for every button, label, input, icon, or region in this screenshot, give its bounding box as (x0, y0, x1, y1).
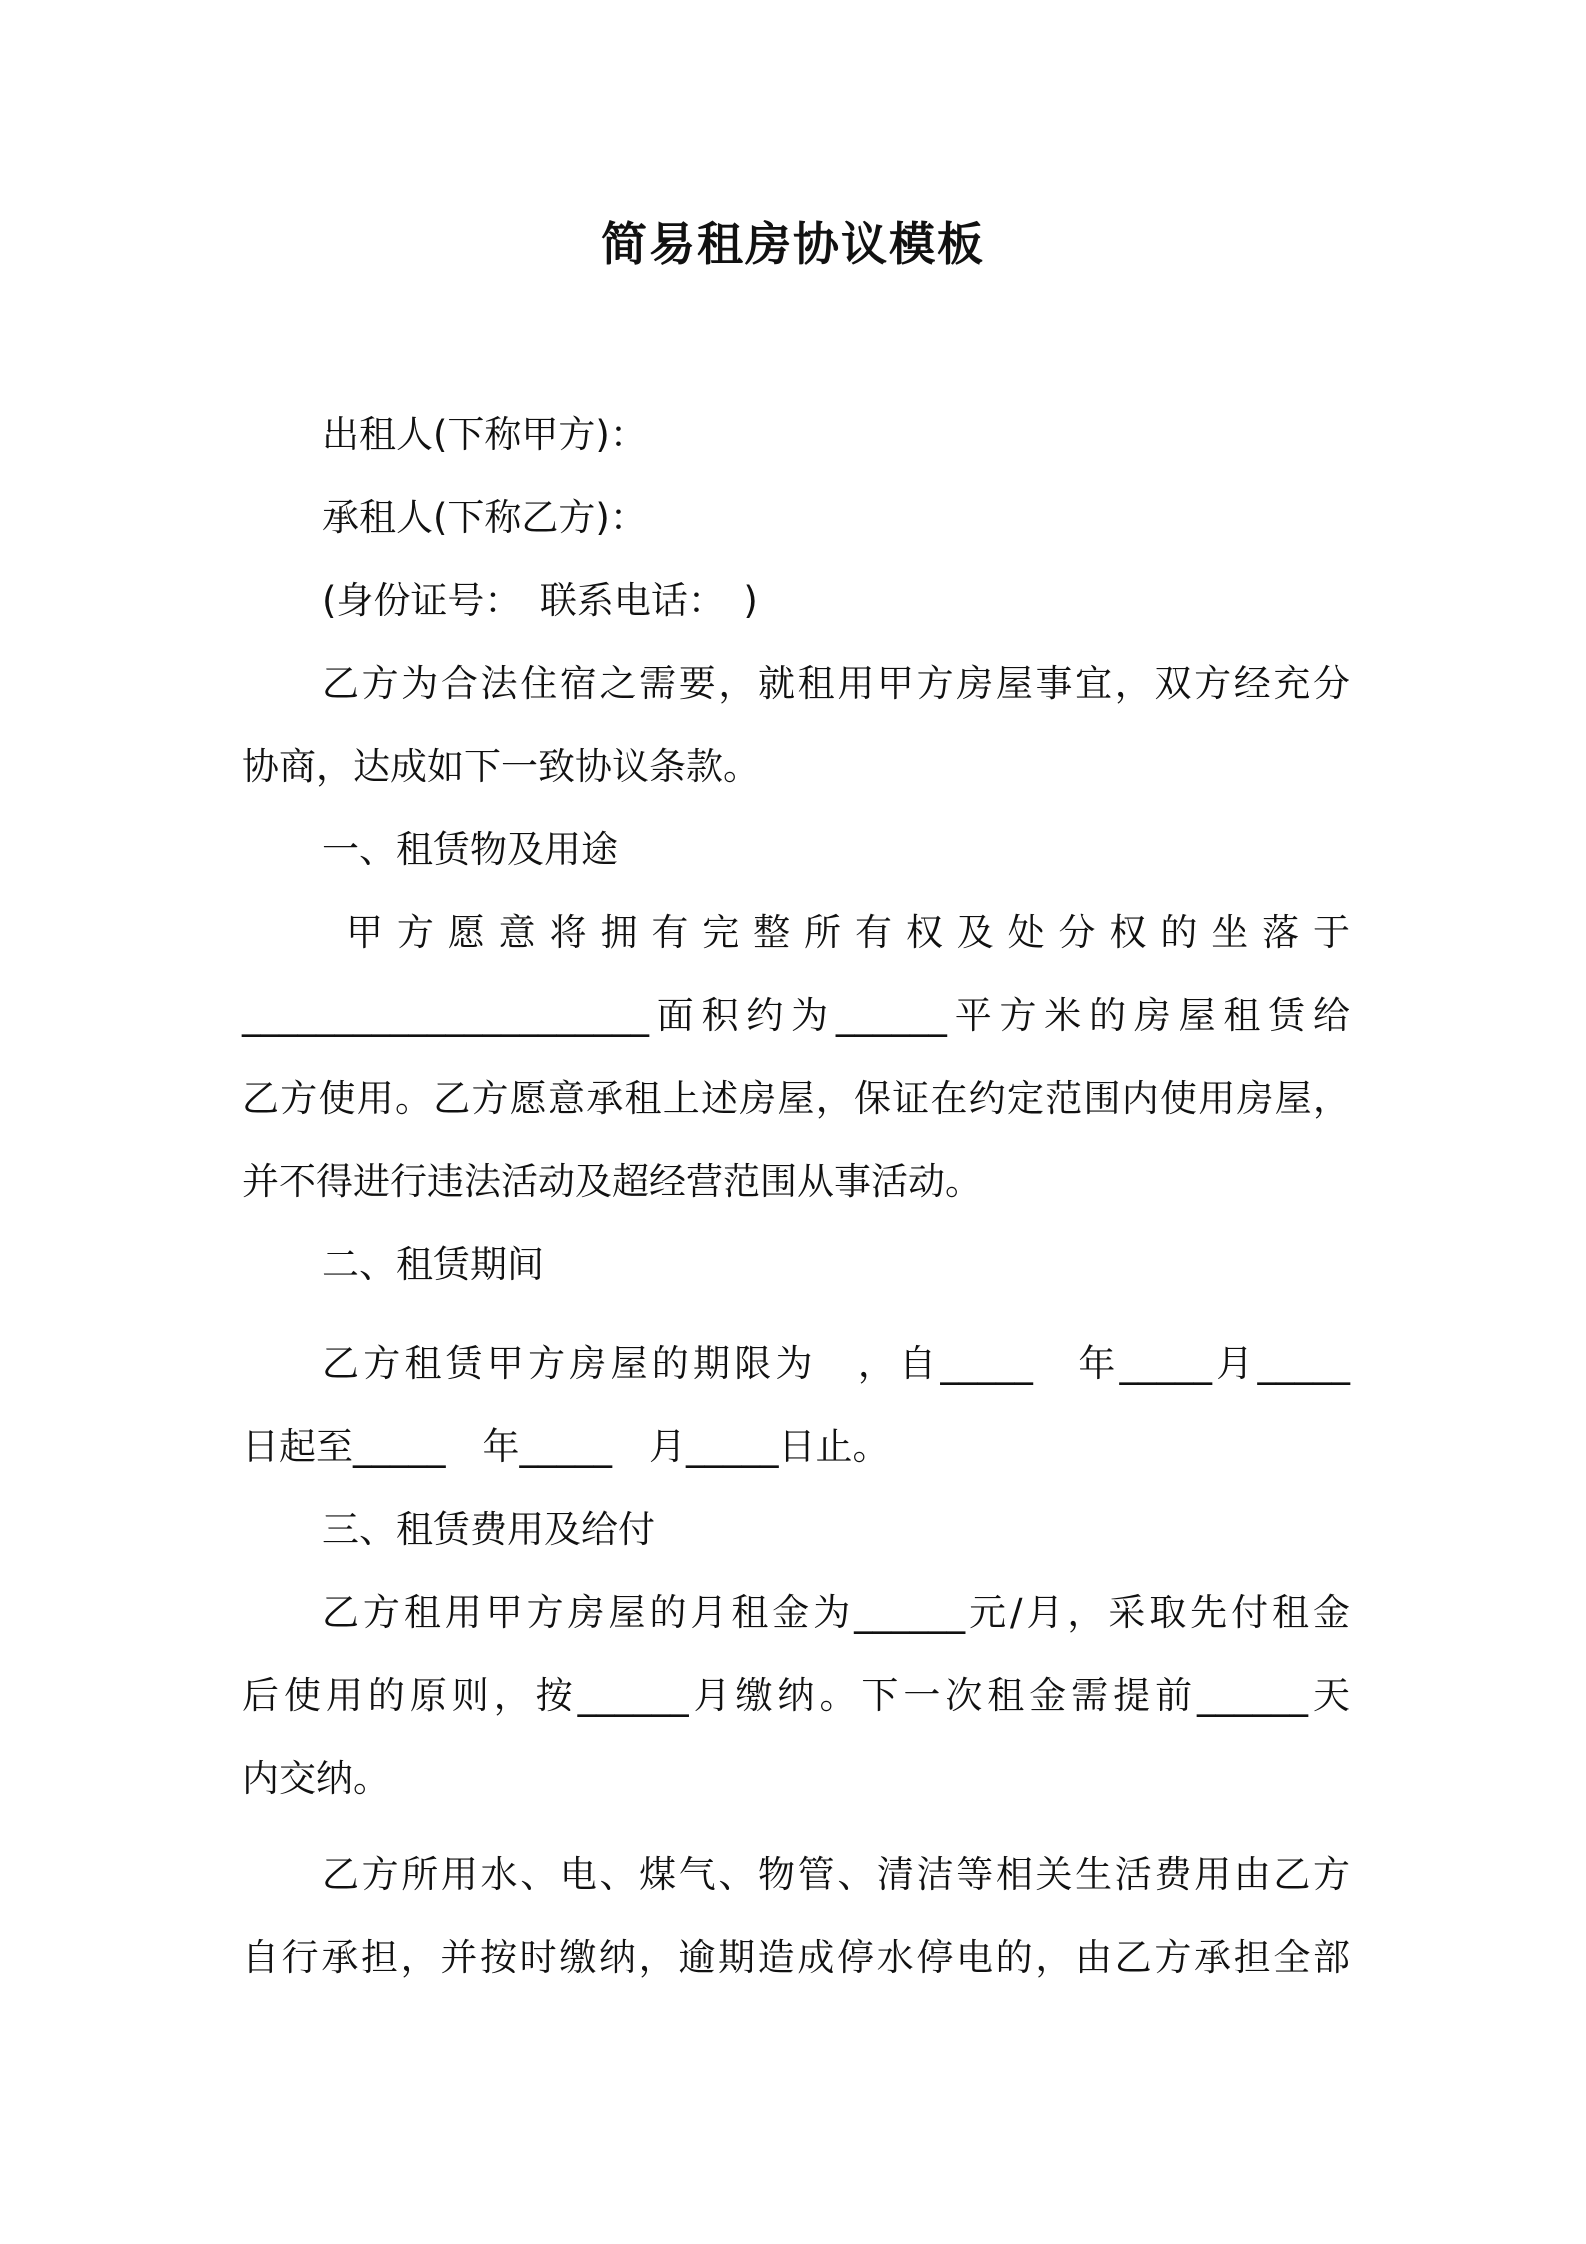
section-1-line-2: ______________________面积约为______平方米的房屋租赁给 (242, 994, 1350, 1037)
section-3-line-2: 后使用的原则，按______月缴纳。下一次租金需提前______天 (242, 1674, 1350, 1717)
document-title: 简易租房协议模板 (601, 217, 985, 271)
section-2-line-1: 乙方租赁甲方房屋的期限为 ，自_____ 年_____月_____ (322, 1342, 1350, 1385)
lessor-line: 出租人(下称甲方)： (322, 413, 647, 456)
section-2-heading: 二、租赁期间 (322, 1243, 544, 1286)
section-1-line-1: 甲方愿意将拥有完整所有权及处分权的坐落于 (346, 911, 1350, 954)
section-3b-line-2: 自行承担，并按时缴纳，逾期造成停水停电的，由乙方承担全部 (242, 1936, 1350, 1979)
section-2-line-2: 日起至_____ 年_____ 月_____日止。 (242, 1425, 890, 1468)
section-3-heading: 三、租赁费用及给付 (322, 1508, 655, 1551)
section-3b-line-1: 乙方所用水、电、煤气、物管、清洁等相关生活费用由乙方 (322, 1853, 1350, 1896)
section-1-heading: 一、租赁物及用途 (322, 828, 618, 871)
intro-line-1: 乙方为合法住宿之需要，就租用甲方房屋事宜，双方经充分 (322, 662, 1350, 705)
lessee-line: 承租人(下称乙方)： (322, 496, 647, 539)
section-3-line-3: 内交纳。 (242, 1757, 390, 1800)
intro-line-2: 协商，达成如下一致协议条款。 (242, 745, 760, 788)
section-1-line-3: 乙方使用。乙方愿意承租上述房屋，保证在约定范围内使用房屋， (242, 1077, 1350, 1120)
section-1-line-4: 并不得进行违法活动及超经营范围从事活动。 (242, 1160, 982, 1203)
id-contact-line: (身份证号： 联系电话： ) (322, 579, 758, 622)
section-3-line-1: 乙方租用甲方房屋的月租金为______元/月，采取先付租金 (322, 1591, 1350, 1634)
